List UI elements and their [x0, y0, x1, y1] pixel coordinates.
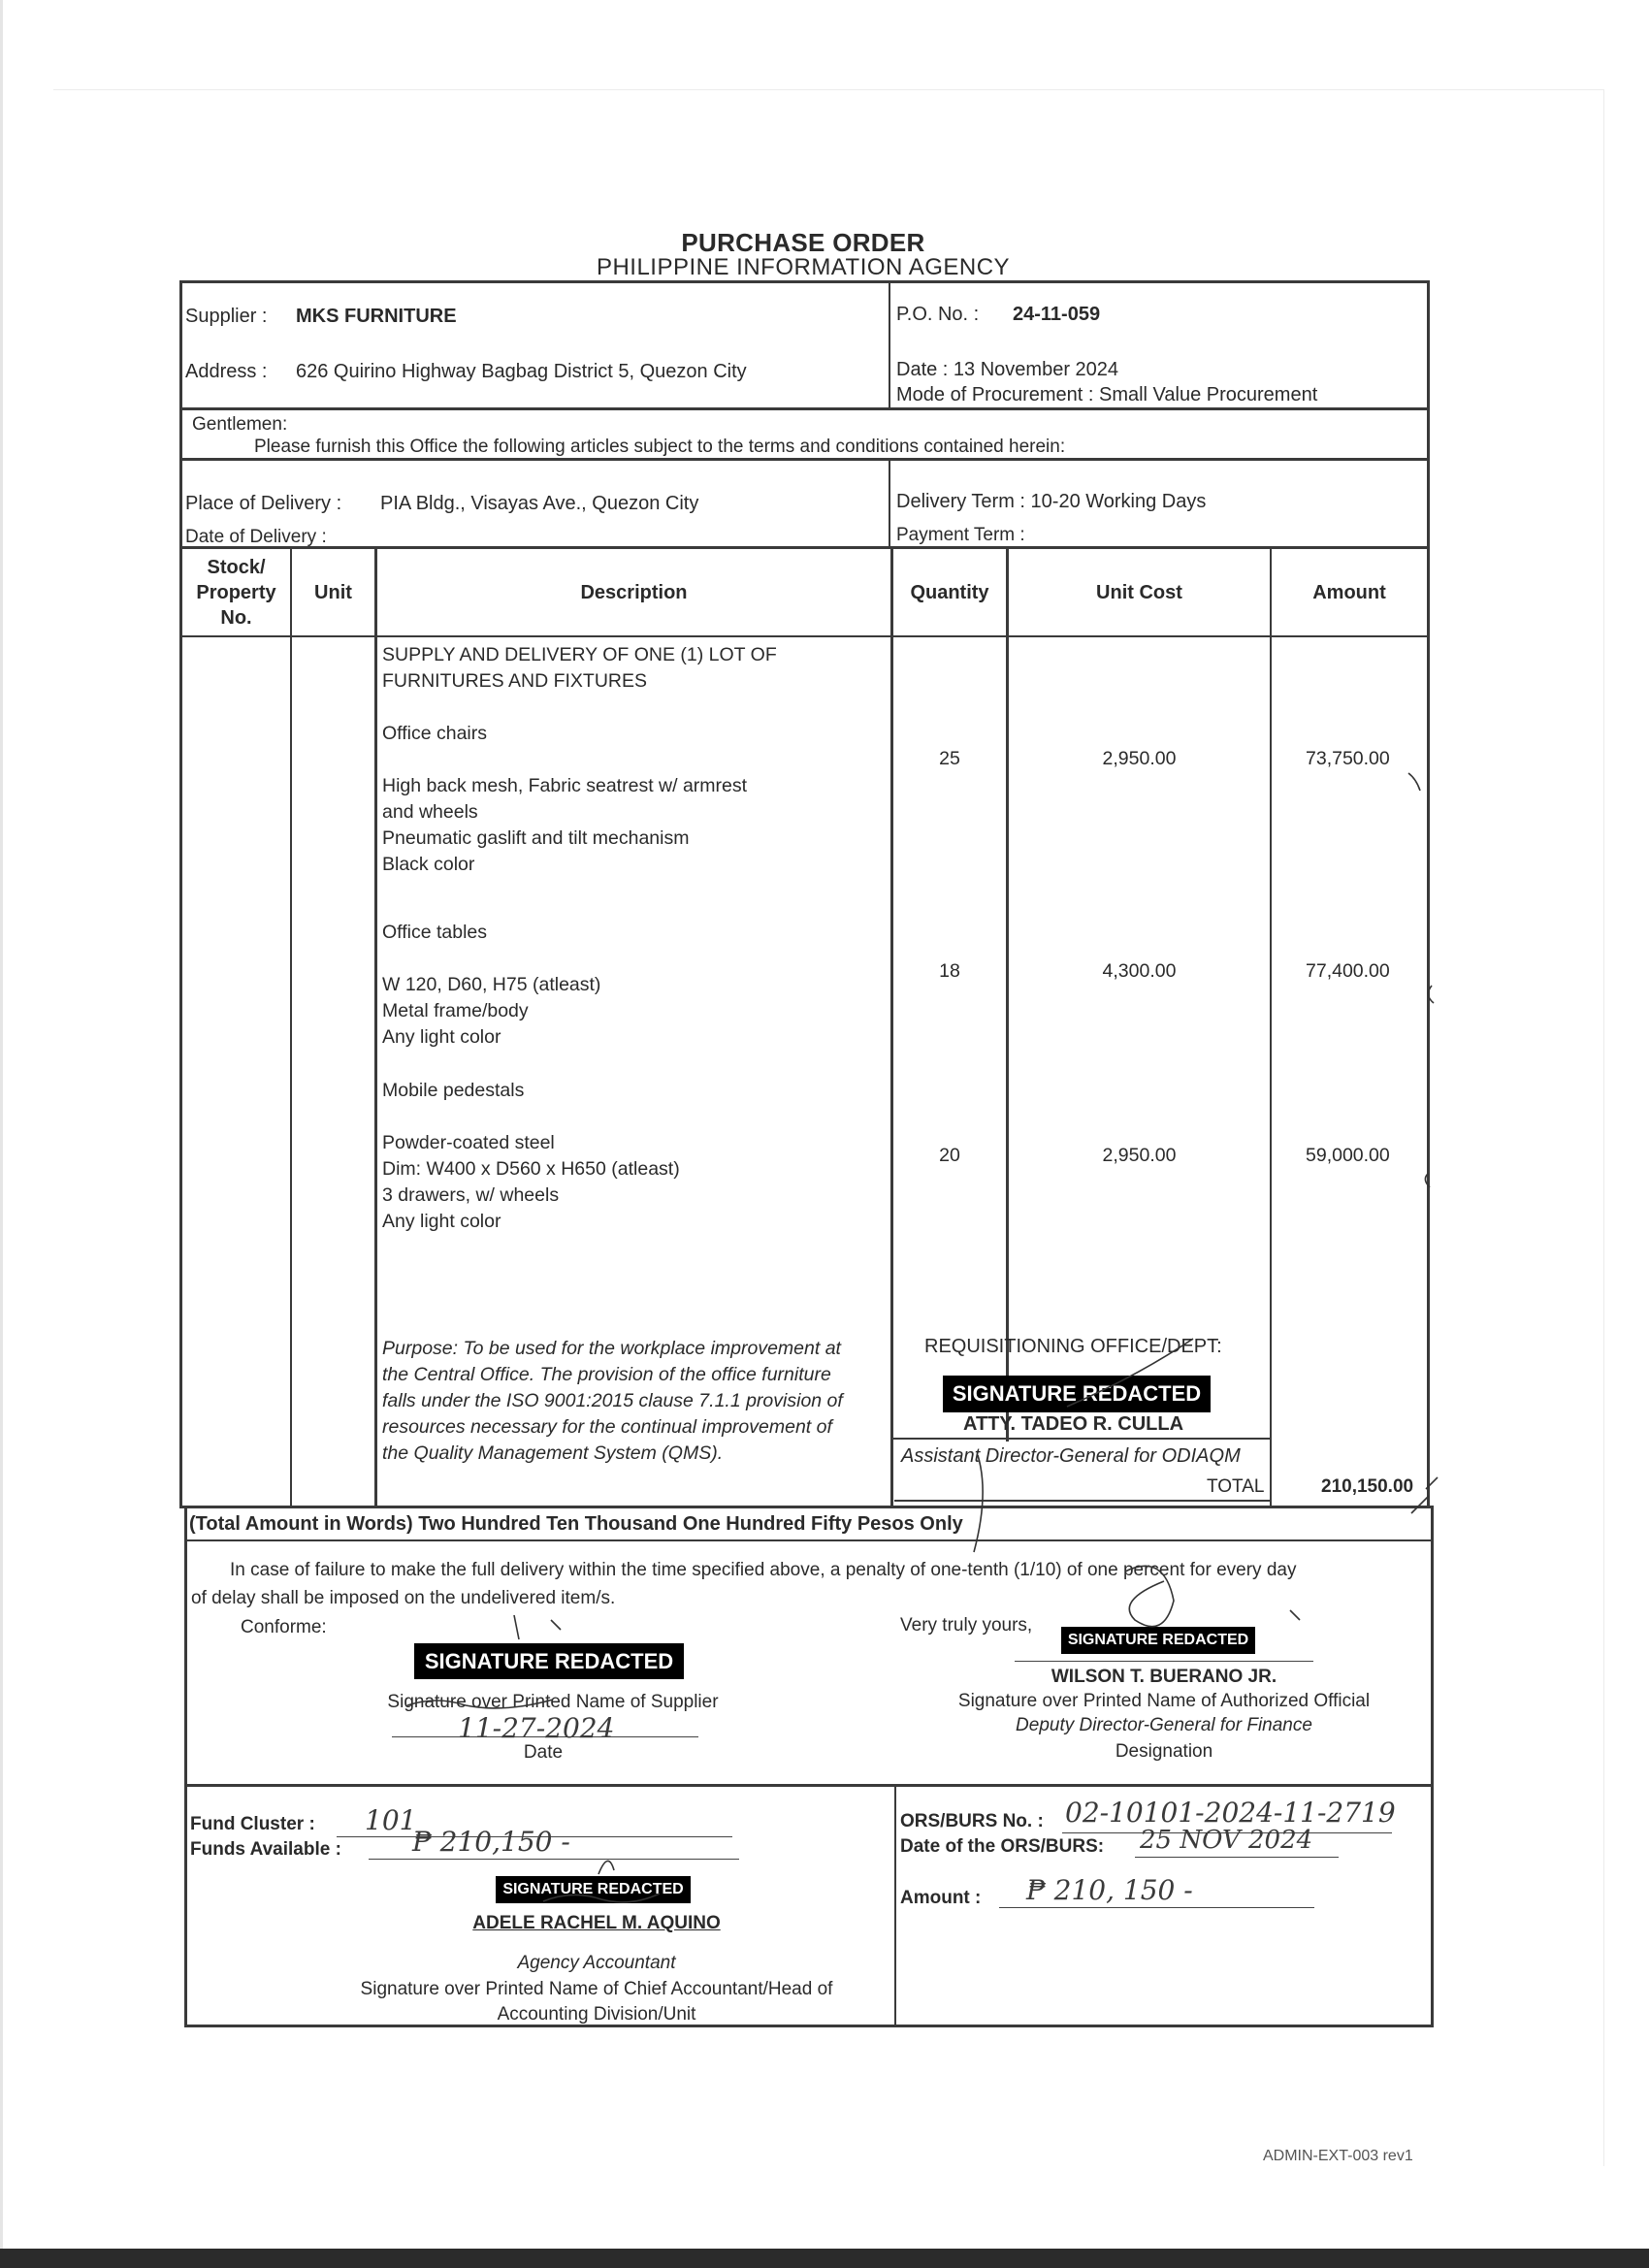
penalty-line: of delay shall be imposed on the undelivered item/s.: [191, 1588, 616, 1608]
item-quantity: 18: [939, 960, 960, 982]
place-of-delivery-label: Place of Delivery :: [185, 493, 342, 514]
item-spec: Pneumatic gaslift and tilt mechanism: [382, 827, 690, 849]
purpose-line: resources necessary for the continual improvement of: [382, 1416, 832, 1438]
supplier-signature-caption: Signature over Printed Name of Supplier: [387, 1692, 719, 1712]
accountant-name: ADELE RACHEL M. AQUINO: [472, 1913, 721, 1933]
procurement-mode: Mode of Procurement : Small Value Procurement: [896, 384, 1318, 405]
greeting: Gentlemen:: [192, 414, 288, 435]
item-spec: Any light color: [382, 1026, 501, 1048]
supplier-address: 626 Quirino Highway Bagbag District 5, Quezon City: [296, 361, 747, 382]
item-spec: High back mesh, Fabric seatrest w/ armrest: [382, 775, 748, 796]
supplier-signature-redacted: SIGNATURE REDACTED: [414, 1643, 684, 1679]
agency-name: PHILIPPINE INFORMATION AGENCY: [596, 254, 1011, 280]
item-amount: 73,750.00: [1306, 748, 1390, 769]
requisition-signature-redacted: SIGNATURE REDACTED: [943, 1376, 1211, 1412]
item-spec: Dim: W400 x D560 x H650 (atleast): [382, 1158, 680, 1180]
total-in-words: (Total Amount in Words) Two Hundred Ten Thousand One Hundred Fifty Pesos Only: [189, 1513, 963, 1535]
official-signature-redacted: SIGNATURE REDACTED: [1061, 1627, 1255, 1654]
column-header-stock: Stock/ Property No.: [196, 556, 276, 629]
delivery-term: Delivery Term : 10-20 Working Days: [896, 491, 1207, 512]
place-of-delivery: PIA Bldg., Visayas Ave., Quezon City: [380, 493, 699, 514]
very-truly-yours: Very truly yours,: [900, 1615, 1033, 1636]
ors-date-value: 25 NOV 2024: [1140, 1826, 1313, 1855]
column-header-unit: Unit: [314, 581, 352, 603]
purpose-line: Purpose: To be used for the workplace improvement at: [382, 1338, 841, 1359]
item-name: Office tables: [382, 922, 488, 943]
item-unit-cost: 4,300.00: [1102, 960, 1177, 982]
po-number-label: P.O. No. :: [896, 304, 980, 325]
po-number: 24-11-059: [1013, 304, 1101, 325]
item-name: Office chairs: [382, 723, 488, 744]
requisition-title: Assistant Director-General for ODIAQM: [901, 1445, 1241, 1467]
funds-available-label: Funds Available :: [190, 1839, 341, 1860]
item-amount: 77,400.00: [1306, 960, 1390, 982]
total-label: TOTAL: [1207, 1476, 1265, 1497]
official-signature-caption: Signature over Printed Name of Authorized Official: [957, 1691, 1371, 1711]
date-of-delivery-label: Date of Delivery :: [185, 527, 327, 547]
item-name: Mobile pedestals: [382, 1080, 525, 1101]
lot-title-line: SUPPLY AND DELIVERY OF ONE (1) LOT OF: [382, 644, 777, 665]
accountant-caption: Accounting Division/Unit: [497, 2004, 696, 2025]
item-amount: 59,000.00: [1306, 1145, 1390, 1166]
ors-date-label: Date of the ORS/BURS:: [900, 1836, 1105, 1857]
ors-amount-value: ₱ 210, 150 -: [1026, 1874, 1193, 1906]
column-header-amount: Amount: [1312, 581, 1386, 603]
official-designation: Deputy Director-General for Finance: [1016, 1715, 1312, 1735]
item-spec: Black color: [382, 854, 475, 875]
fund-cluster-label: Fund Cluster :: [190, 1814, 315, 1834]
penalty-line: In case of failure to make the full delivery within the time specified above, a penalty of one-tenth (1/10) of one percent for every day: [230, 1560, 1297, 1580]
item-quantity: 25: [939, 748, 960, 769]
purpose-line: the Central Office. The provision of the office furniture: [382, 1364, 831, 1385]
fund-cluster-value: 101: [365, 1804, 417, 1836]
address-label: Address :: [185, 361, 268, 382]
item-unit-cost: 2,950.00: [1102, 1145, 1177, 1166]
supplier-label: Supplier :: [185, 306, 268, 327]
ors-amount-label: Amount :: [900, 1888, 982, 1908]
intro-text: Please furnish this Office the following articles subject to the terms and conditions contained herein:: [254, 437, 1066, 457]
supplier-sign-date: 11-27-2024: [458, 1712, 615, 1744]
payment-term: Payment Term :: [896, 525, 1025, 545]
accountant-title: Agency Accountant: [517, 1953, 676, 1973]
item-unit-cost: 2,950.00: [1102, 748, 1177, 769]
purpose-line: the Quality Management System (QMS).: [382, 1442, 724, 1464]
supplier-name: MKS FURNITURE: [296, 306, 457, 327]
column-header-unit-cost: Unit Cost: [1096, 581, 1182, 603]
item-spec: 3 drawers, w/ wheels: [382, 1184, 560, 1206]
designation-caption: Designation: [1115, 1741, 1213, 1762]
requisition-name: ATTY. TADEO R. CULLA: [963, 1413, 1184, 1435]
item-spec: Any light color: [382, 1211, 501, 1232]
requisition-label: REQUISITIONING OFFICE/DEPT:: [924, 1336, 1222, 1357]
ors-no-label: ORS/BURS No. :: [900, 1811, 1044, 1831]
column-header-description: Description: [580, 581, 688, 603]
accountant-signature-redacted: SIGNATURE REDACTED: [496, 1876, 691, 1903]
date-caption: Date: [523, 1742, 564, 1763]
scan-edge: [0, 2249, 1649, 2268]
funds-available-value: ₱ 210,150 -: [412, 1826, 570, 1858]
purpose-line: falls under the ISO 9001:2015 clause 7.1.1 provision of: [382, 1390, 843, 1411]
item-spec: Powder-coated steel: [382, 1132, 555, 1153]
po-date: Date : 13 November 2024: [896, 359, 1119, 380]
official-name: WILSON T. BUERANO JR.: [1051, 1667, 1277, 1687]
item-spec: and wheels: [382, 801, 478, 823]
accountant-caption: Signature over Printed Name of Chief Accountant/Head of: [360, 1979, 833, 1999]
conforme-label: Conforme:: [241, 1617, 327, 1637]
item-quantity: 20: [939, 1145, 960, 1166]
column-header-quantity: Quantity: [910, 581, 989, 603]
form-code: ADMIN-EXT-003 rev1: [1263, 2148, 1413, 2164]
item-spec: W 120, D60, H75 (atleast): [382, 974, 601, 995]
total-value: 210,150.00: [1321, 1476, 1414, 1497]
ors-no-value: 02-10101-2024-11-2719: [1065, 1797, 1396, 1829]
item-spec: Metal frame/body: [382, 1000, 529, 1021]
lot-title-line: FURNITURES AND FIXTURES: [382, 670, 648, 692]
page-title: PURCHASE ORDER: [681, 228, 925, 257]
